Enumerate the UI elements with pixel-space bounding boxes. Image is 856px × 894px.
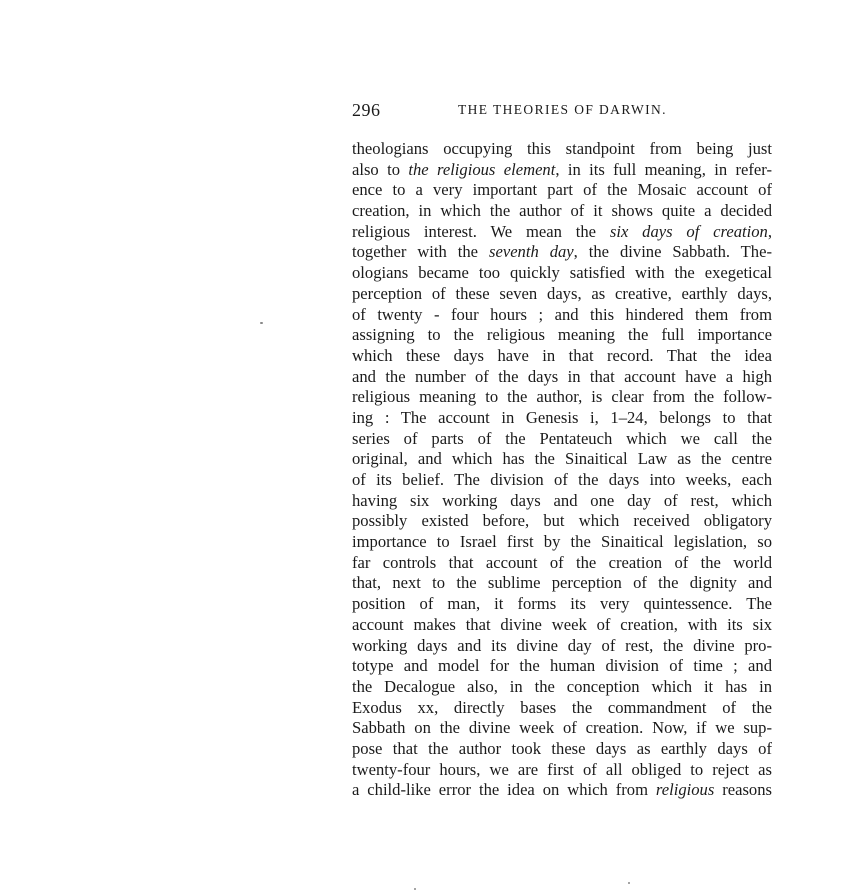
- text-line: [352, 222, 772, 243]
- text-segment: position of man, it forms its very quintessence. The: [352, 594, 772, 614]
- text-segment: ,: [767, 221, 772, 241]
- text-line: [352, 325, 772, 346]
- italic-phrase: seventh day: [489, 242, 574, 262]
- text-segment: perception of these seven days, as creative, earthly days,: [352, 283, 772, 303]
- text-line: [352, 553, 772, 574]
- text-segment: creation, in which the author of it shows quite a decided: [352, 201, 772, 221]
- text-line: [352, 594, 772, 615]
- text-line: [352, 180, 772, 201]
- text-line: [352, 511, 772, 532]
- text-line: [352, 573, 772, 594]
- page-number: 296: [352, 100, 381, 120]
- text-line: [352, 387, 772, 408]
- scan-speck: [414, 888, 416, 890]
- text-segment: a child-like error the idea on which from: [352, 780, 656, 800]
- text-segment: together with the: [352, 242, 489, 262]
- text-line: [352, 346, 772, 367]
- text-line: [352, 263, 772, 284]
- text-line: [352, 139, 772, 160]
- text-segment: original, and which has the Sinaitical Law as the centre: [352, 449, 772, 469]
- text-segment: ologians became too quickly satisfied with the exegetical: [352, 263, 772, 283]
- scan-speck: [260, 322, 263, 324]
- text-segment: religious meaning to the author, is clear from the follow-: [352, 387, 772, 407]
- text-segment: ence to a very important part of the Mosaic account of: [352, 180, 772, 200]
- text-line: [352, 470, 772, 491]
- text-line: [352, 656, 772, 677]
- text-segment: pose that the author took these days as earthly days of: [352, 738, 772, 758]
- text-segment: that, next to the sublime perception of the dignity and: [352, 573, 772, 593]
- text-segment: totype and model for the human division of time ; and: [352, 656, 772, 676]
- text-line: [352, 760, 772, 781]
- text-line: [352, 636, 772, 657]
- text-segment: account makes that divine week of creation, with its six: [352, 614, 772, 634]
- text-line: [352, 284, 772, 305]
- text-line: [352, 615, 772, 636]
- text-line: [352, 718, 772, 739]
- text-segment: which these days have in that record. That the idea: [352, 345, 772, 365]
- running-head: [352, 100, 772, 122]
- text-segment: ing : The account in Genesis i, 1–24, belongs to that: [352, 407, 772, 427]
- text-segment: Exodus xx, directly bases the commandment of the: [352, 697, 772, 717]
- body-text: [352, 139, 772, 801]
- text-line: [352, 698, 772, 719]
- text-segment: also to: [352, 159, 409, 179]
- text-line: [352, 408, 772, 429]
- text-line: [352, 367, 772, 388]
- text-segment: theologians occupying this standpoint from being just: [352, 139, 772, 158]
- italic-phrase: six days of creation: [609, 221, 768, 241]
- text-segment: reasons: [714, 780, 772, 800]
- text-line: [352, 780, 772, 801]
- text-segment: far controls that account of the creation of the world: [352, 552, 772, 572]
- text-segment: of twenty - four hours ; and this hindered them from: [352, 304, 772, 324]
- text-segment: assigning to the religious meaning the full importance: [352, 325, 772, 345]
- text-segment: , the divine Sabbath. The-: [573, 242, 772, 262]
- text-segment: , in its full meaning, in refer-: [555, 159, 772, 179]
- text-line: [352, 305, 772, 326]
- text-line: [352, 739, 772, 760]
- text-line: [352, 532, 772, 553]
- text-line: [352, 242, 772, 263]
- text-line: [352, 677, 772, 698]
- text-line: [352, 491, 772, 512]
- text-segment: working days and its divine day of rest, the divine pro-: [352, 635, 772, 655]
- text-line: [352, 449, 772, 470]
- text-segment: possibly existed before, but which received obligatory: [352, 511, 772, 531]
- text-line: [352, 160, 772, 181]
- text-segment: twenty-four hours, we are first of all obliged to reject as: [352, 759, 772, 779]
- text-segment: of its belief. The division of the days into weeks, each: [352, 470, 772, 489]
- scan-speck: [628, 882, 630, 884]
- italic-phrase: the religious element: [408, 159, 556, 179]
- text-line: [352, 201, 772, 222]
- text-segment: series of parts of the Pentateuch which we call the: [352, 428, 772, 448]
- italic-phrase: religious: [655, 780, 715, 800]
- text-segment: Sabbath on the divine week of creation. Now, if we sup-: [352, 718, 772, 738]
- text-segment: importance to Israel first by the Sinaitical legislation, so: [352, 532, 772, 552]
- text-line: [352, 429, 772, 450]
- text-segment: and the number of the days in that account have a high: [352, 366, 772, 386]
- text-segment: the Decalogue also, in the conception which it has in: [352, 676, 772, 696]
- text-segment: having six working days and one day of rest, which: [352, 490, 772, 510]
- text-segment: religious interest. We mean the: [352, 221, 610, 241]
- running-title: THE THEORIES OF DARWIN.: [458, 102, 667, 117]
